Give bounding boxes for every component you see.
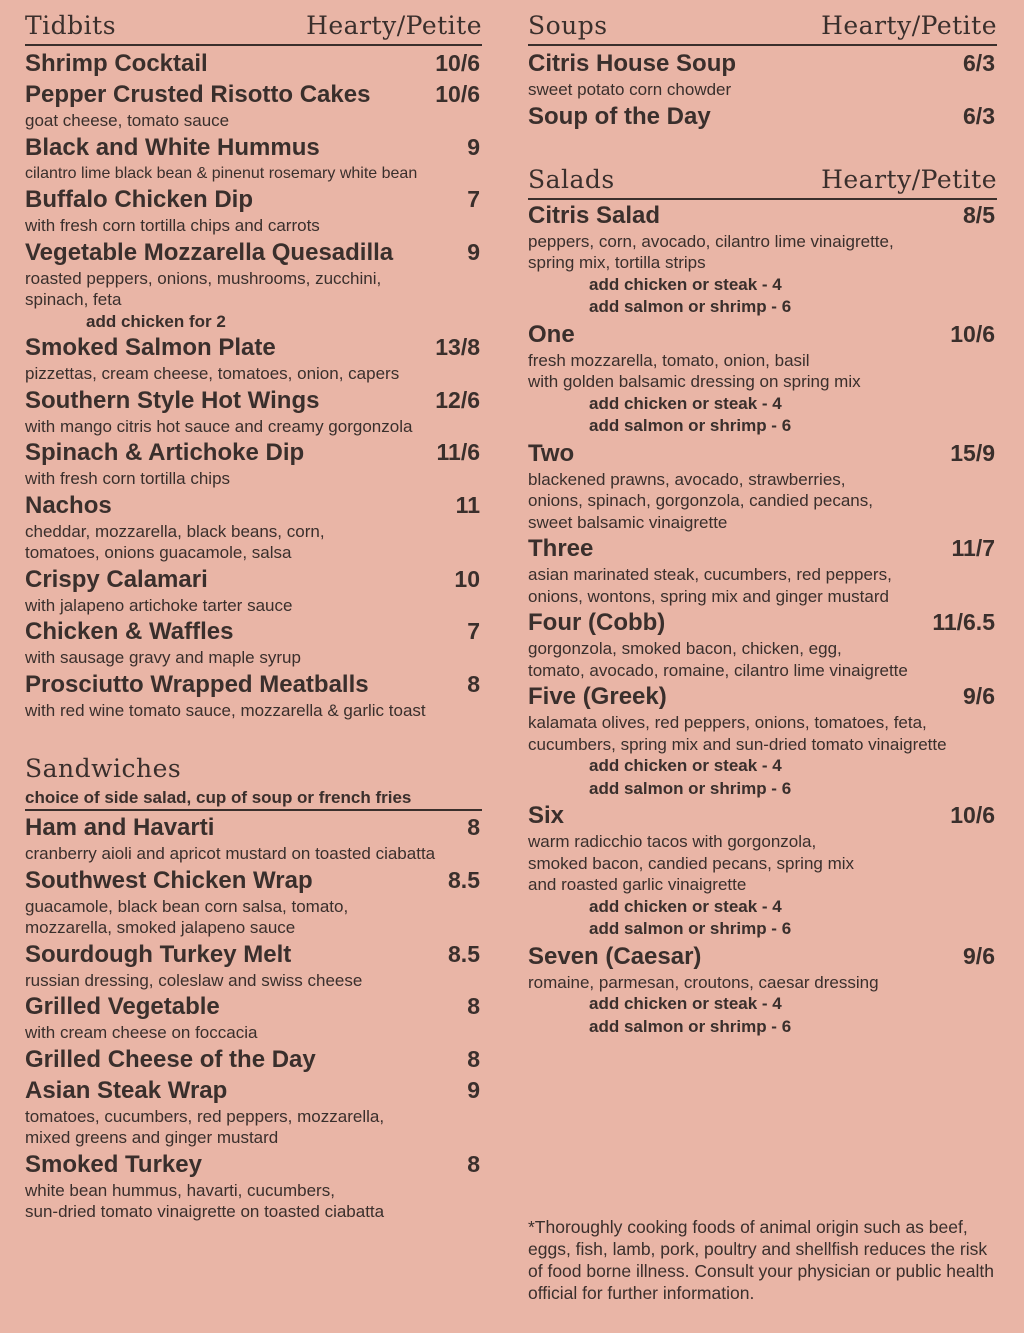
salads-size-label: Hearty/Petite (821, 164, 997, 194)
item-name: Smoked Salmon Plate (25, 334, 276, 361)
item-price: 7 (467, 186, 480, 212)
menu-item (25, 437, 482, 490)
item-description: guacamole, black bean corn salsa, tomato, (25, 896, 349, 916)
item-name: Southern Style Hot Wings (25, 386, 320, 414)
item-addon: add salmon or shrimp - 6 (589, 1016, 792, 1036)
item-description: sweet balsamic vinaigrette (528, 512, 728, 532)
item-price: 8 (467, 670, 480, 697)
item-price: 10/6 (435, 81, 480, 107)
item-description: with red wine tomato sauce, mozzarella & garlic toast (25, 700, 426, 720)
item-addon: add salmon or shrimp - 6 (589, 297, 792, 316)
sandwiches-title: Sandwiches (25, 754, 182, 783)
item-name: Grilled Vegetable (25, 993, 220, 1020)
item-description: with fresh corn tortilla chips and carrots (25, 216, 320, 235)
item-description: sweet potato corn chowder (528, 80, 732, 99)
item-description: tomatoes, cucumbers, red peppers, mozzarella, (25, 1106, 385, 1126)
item-description: mixed greens and ginger mustard (25, 1128, 279, 1147)
item-name: Asian Steak Wrap (25, 1076, 228, 1104)
item-description: spinach, feta (25, 290, 122, 309)
item-price: 9 (467, 1076, 480, 1103)
item-price: 9 (467, 133, 480, 160)
item-price: 7 (467, 618, 480, 644)
menu-item (25, 48, 482, 79)
item-description: onions, wontons, spring mix and ginger mustard (528, 586, 889, 606)
item-description: with golden balsamic dressing on spring mix (528, 372, 861, 391)
item-price: 6/3 (963, 50, 995, 76)
item-description: sun-dried tomato vinaigrette on toasted ciabatta (25, 1202, 385, 1221)
item-price: 8.5 (448, 940, 480, 967)
soups-size-label: Hearty/Petite (821, 11, 997, 40)
menu-item (25, 332, 482, 385)
item-price: 9/6 (963, 942, 995, 969)
item-name: Two (528, 439, 575, 467)
item-description: with sausage gravy and maple syrup (25, 648, 301, 667)
menu-item (528, 607, 997, 681)
item-name: Four (Cobb) (528, 609, 666, 636)
tidbits-size-label: Hearty/Petite (306, 11, 482, 40)
menu-item (25, 79, 482, 132)
item-price: 8 (467, 814, 480, 840)
item-addon: add salmon or shrimp - 6 (589, 778, 792, 798)
item-price: 8 (467, 993, 480, 1019)
item-price: 9/6 (963, 683, 995, 709)
item-price: 8/5 (963, 201, 995, 228)
item-description: with cream cheese on foccacia (25, 1023, 258, 1042)
item-description: and roasted garlic vinaigrette (528, 875, 747, 894)
menu-item (25, 616, 482, 669)
item-price: 11/6.5 (932, 609, 995, 635)
item-name: Southwest Chicken Wrap (25, 866, 313, 894)
soups-title: Soups (528, 11, 608, 40)
item-description: spring mix, tortilla strips (528, 253, 706, 272)
item-price: 10/6 (950, 802, 995, 828)
menu-item (528, 319, 997, 438)
item-addon: add chicken for 2 (86, 311, 226, 331)
item-price: 15/9 (950, 439, 995, 466)
tidbits-title: Tidbits (25, 11, 117, 40)
item-description: gorgonzola, smoked bacon, chicken, egg, (528, 639, 842, 658)
item-addon: add chicken or steak - 4 (589, 274, 782, 294)
item-description: russian dressing, coleslaw and swiss cheese (25, 970, 363, 990)
item-name: Ham and Havarti (25, 814, 215, 841)
menu-item (25, 991, 482, 1044)
item-price: 8 (467, 1150, 480, 1177)
item-name: Black and White Hummus (25, 133, 320, 161)
item-description: mozzarella, smoked jalapeno sauce (25, 918, 296, 937)
sandwiches-header (25, 754, 482, 811)
menu-item (25, 669, 482, 722)
menu-item (25, 184, 482, 237)
item-price: 10/6 (435, 50, 480, 76)
menu-item (25, 1075, 482, 1149)
item-description: roasted peppers, onions, mushrooms, zucchini, (25, 268, 382, 288)
item-description: onions, spinach, gorgonzola, candied pecans, (528, 491, 873, 510)
item-addon: add chicken or steak - 4 (589, 756, 782, 775)
menu-item (25, 490, 482, 564)
item-description: fresh mozzarella, tomato, onion, basil (528, 350, 810, 370)
menu-item (25, 939, 482, 992)
item-price: 8 (467, 1045, 480, 1072)
food-safety-disclaimer: *Thoroughly cooking foods of animal origin such as beef, eggs, fish, lamb, pork, poultry and shellfish reduces the risk of food borne illness. Consult your physician or public health official for further information. (528, 1217, 994, 1303)
menu-item (25, 1044, 482, 1075)
menu-item (528, 438, 997, 534)
item-name: Soup of the Day (528, 102, 711, 130)
tidbits-header (25, 0, 482, 46)
salads-list (528, 200, 997, 1039)
right-column (528, 0, 997, 1038)
item-price: 11/7 (951, 535, 995, 561)
left-column (25, 0, 482, 1223)
menu-item (528, 681, 997, 800)
menu-item (25, 564, 482, 617)
menu-item (528, 533, 997, 607)
item-price: 13/8 (435, 334, 480, 360)
item-name: Grilled Cheese of the Day (25, 1045, 316, 1073)
menu-item (528, 101, 997, 132)
item-name: Three (528, 535, 594, 562)
item-description: with mango citris hot sauce and creamy gorgonzola (25, 416, 413, 436)
item-description: cranberry aioli and apricot mustard on toasted ciabatta (25, 844, 436, 863)
item-price: 9 (467, 238, 480, 265)
sandwiches-list (25, 811, 482, 1223)
salads-title: Salads (528, 164, 615, 194)
item-name: Shrimp Cocktail (25, 50, 208, 77)
item-name: Crispy Calamari (25, 565, 208, 593)
item-description: smoked bacon, candied pecans, spring mix (528, 853, 855, 873)
item-description: with jalapeno artichoke tarter sauce (25, 595, 293, 615)
item-description: cucumbers, spring mix and sun-dried tomato vinaigrette (528, 734, 947, 754)
item-addon: add chicken or steak - 4 (589, 896, 782, 916)
item-name: Citris Salad (528, 201, 661, 229)
menu-item (25, 812, 482, 865)
item-name: Nachos (25, 491, 112, 519)
item-addon: add salmon or shrimp - 6 (589, 416, 792, 435)
item-price: 12/6 (435, 386, 480, 413)
menu-item (25, 865, 482, 939)
salads-header (528, 154, 997, 200)
item-price: 10 (454, 565, 480, 592)
item-name: Prosciutto Wrapped Meatballs (25, 670, 369, 698)
item-description: cheddar, mozzarella, black beans, corn, (25, 521, 325, 541)
item-description: cilantro lime black bean & pinenut rosemary white bean (25, 164, 418, 182)
item-description: goat cheese, tomato sauce (25, 111, 230, 130)
item-price: 11/6 (436, 439, 480, 465)
item-name: Chicken & Waffles (25, 618, 234, 645)
menu-item (25, 237, 482, 333)
item-name: Six (528, 802, 565, 829)
item-name: Sourdough Turkey Melt (25, 940, 292, 968)
item-price: 11 (455, 491, 480, 518)
item-description: blackened prawns, avocado, strawberries, (528, 469, 846, 489)
item-description: tomato, avocado, romaine, cilantro lime vinaigrette (528, 660, 908, 680)
soups-list (528, 46, 997, 132)
item-description: with fresh corn tortilla chips (25, 469, 231, 488)
sandwiches-note: choice of side salad, cup of soup or french fries (25, 788, 412, 807)
item-description: white bean hummus, havarti, cucumbers, (25, 1180, 335, 1200)
menu-item (528, 48, 997, 101)
tidbits-list (25, 46, 482, 721)
item-price: 8.5 (448, 866, 480, 893)
item-description: asian marinated steak, cucumbers, red peppers, (528, 565, 892, 584)
menu-item (528, 200, 997, 319)
item-addon: add chicken or steak - 4 (589, 393, 782, 413)
item-name: Seven (Caesar) (528, 942, 702, 970)
item-description: tomatoes, onions guacamole, salsa (25, 543, 292, 562)
item-description: warm radicchio tacos with gorgonzola, (528, 832, 817, 851)
menu-item (25, 132, 482, 185)
item-name: Spinach & Artichoke Dip (25, 439, 305, 466)
soups-header (528, 0, 997, 46)
item-name: Buffalo Chicken Dip (25, 186, 254, 213)
item-name: Five (Greek) (528, 683, 667, 710)
menu-item (25, 385, 482, 438)
item-name: Smoked Turkey (25, 1150, 202, 1178)
item-name: Vegetable Mozzarella Quesadilla (25, 238, 394, 266)
item-description: pizzettas, cream cheese, tomatoes, onion, capers (25, 364, 400, 383)
menu-item (528, 800, 997, 941)
item-price: 6/3 (963, 102, 995, 129)
menu-item (25, 1149, 482, 1223)
item-name: One (528, 320, 575, 348)
item-price: 10/6 (950, 320, 995, 347)
item-name: Citris House Soup (528, 50, 737, 77)
item-description: romaine, parmesan, croutons, caesar dressing (528, 972, 879, 992)
item-description: kalamata olives, red peppers, onions, tomatoes, feta, (528, 713, 927, 732)
item-addon: add salmon or shrimp - 6 (589, 919, 792, 938)
menu-item (528, 941, 997, 1039)
item-name: Pepper Crusted Risotto Cakes (25, 81, 371, 108)
item-addon: add chicken or steak - 4 (589, 994, 782, 1013)
item-description: peppers, corn, avocado, cilantro lime vinaigrette, (528, 231, 894, 251)
